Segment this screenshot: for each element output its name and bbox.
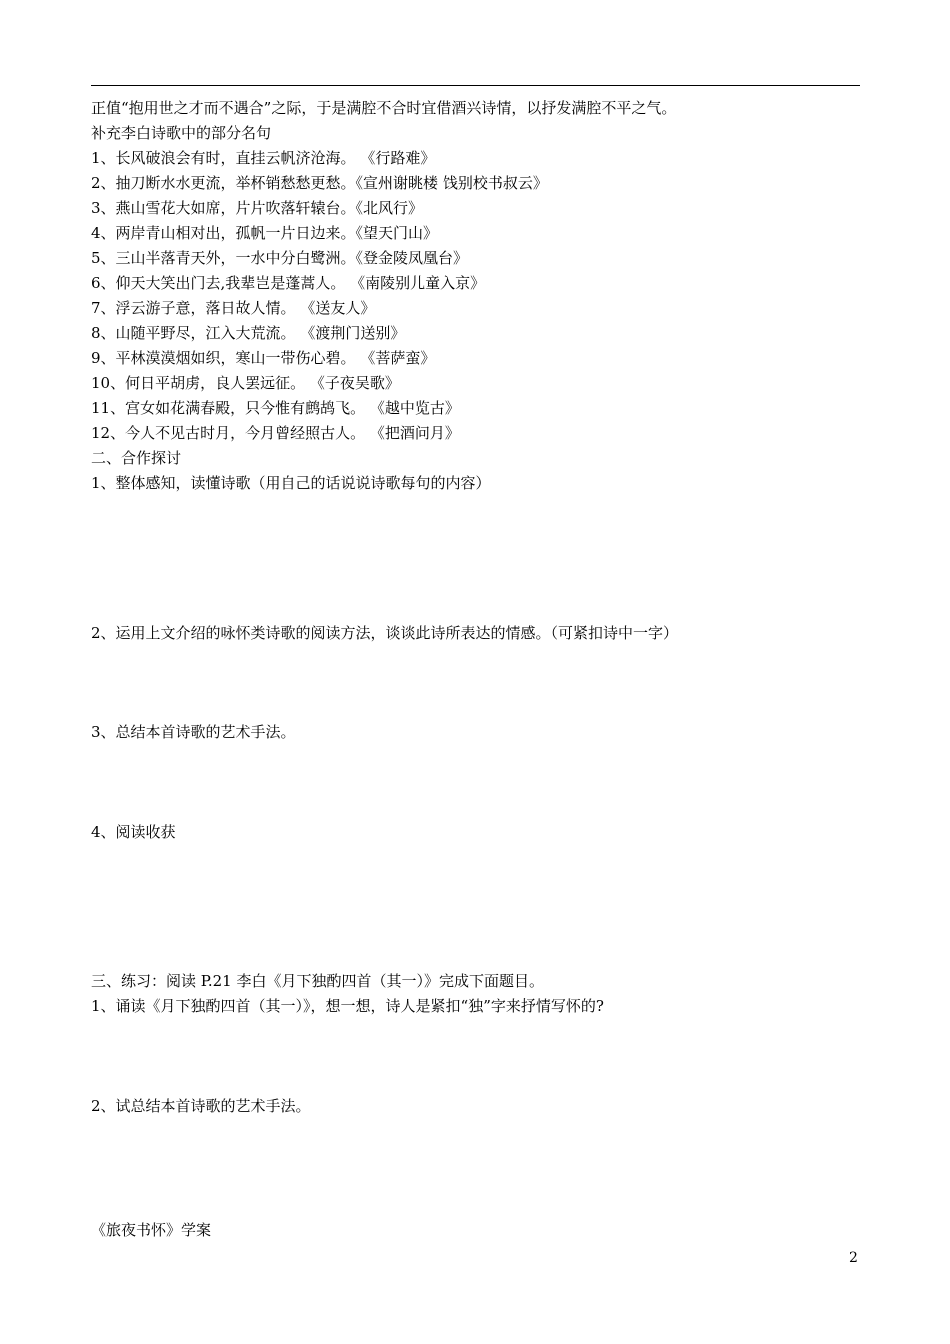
famous-line: 1、长风破浪会有时，直挂云帆济沧海。 《行路难》 [91, 149, 436, 167]
section3-question-1: 1、诵读《月下独酌四首（其一）》，想一想，诗人是紧扣“独”字来抒情写怀的? [91, 997, 604, 1015]
famous-line: 5、三山半落青天外，一水中分白鹭洲。《登金陵凤凰台》 [91, 249, 469, 267]
section2-question-3: 3、总结本首诗歌的艺术手法。 [91, 723, 296, 741]
page-number: 2 [849, 1250, 858, 1266]
famous-line: 7、浮云游子意，落日故人情。 《送友人》 [91, 299, 376, 317]
section2-question-2: 2、运用上文介绍的咏怀类诗歌的阅读方法，谈谈此诗所表达的情感。（可紧扣诗中一字） [91, 624, 679, 642]
next-lesson-title: 《旅夜书怀》学案 [91, 1221, 212, 1239]
famous-line: 2、抽刀断水水更流，举杯销愁愁更愁。《宣州谢眺楼 饯别校书叔云》 [91, 174, 548, 192]
section2-heading: 二、合作探讨 [91, 449, 182, 467]
famous-line: 8、山随平野尽，江入大荒流。 《渡荆门送别》 [91, 324, 406, 342]
famous-line: 10、何日平胡虏，良人罢远征。 《子夜吴歌》 [91, 374, 400, 392]
famous-line: 11、宫女如花满春殿，只今惟有鹧鸪飞。 《越中览古》 [91, 399, 460, 417]
section2-question-1: 1、整体感知，读懂诗歌（用自己的话说说诗歌每句的内容） [91, 474, 491, 492]
famous-line: 3、燕山雪花大如席，片片吹落轩辕台。《北风行》 [91, 199, 424, 217]
famous-line: 12、今人不见古时月，今月曾经照古人。 《把酒问月》 [91, 424, 460, 442]
section2-question-4: 4、阅读收获 [91, 823, 176, 841]
section3-question-2: 2、试总结本首诗歌的艺术手法。 [91, 1097, 311, 1115]
famous-line: 4、两岸青山相对出，孤帆一片日边来。《望天门山》 [91, 224, 439, 242]
intro-text: 正值“抱用世之才而不遇合”之际，于是满腔不合时宜借酒兴诗情，以抒发满腔不平之气。 [91, 99, 677, 117]
section3-heading: 三、练习：阅读 P.21 李白《月下独酌四首（其一）》完成下面题目。 [91, 972, 544, 990]
famous-line: 9、平林漠漠烟如织，寒山一带伤心碧。 《菩萨蛮》 [91, 349, 436, 367]
supplement-heading: 补充李白诗歌中的部分名句 [91, 124, 272, 142]
famous-line: 6、仰天大笑出门去,我辈岂是蓬蒿人。 《南陵别儿童入京》 [91, 274, 486, 292]
header-rule [91, 85, 860, 86]
